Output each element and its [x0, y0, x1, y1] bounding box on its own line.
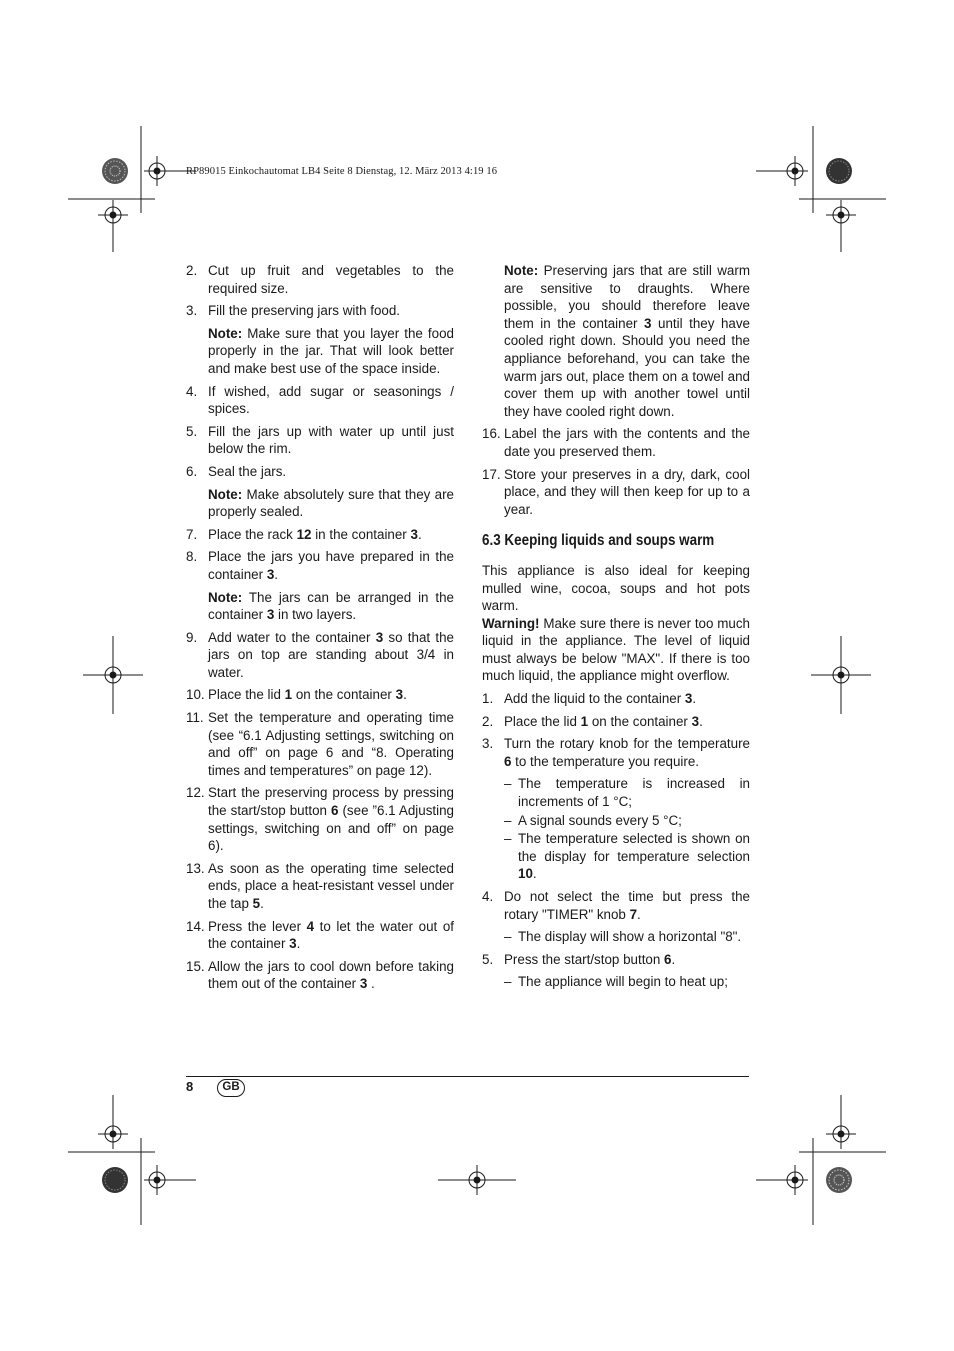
- footer-rule: [186, 1076, 749, 1077]
- note-paragraph: Note: The jars can be arranged in the container 3 in two layers.: [208, 589, 454, 623]
- left-column: [186, 262, 454, 998]
- density-wheel: [826, 158, 852, 184]
- page-number: 8: [186, 1079, 194, 1094]
- list-item: 1. Add the liquid to the container 3.: [482, 691, 697, 707]
- crosshair-target: [98, 1095, 128, 1149]
- crosshair-target: [756, 1165, 808, 1195]
- list-item: 5. Fill the jars up with water up until just below the rim.: [186, 423, 454, 457]
- crosshair-target: [144, 1165, 196, 1195]
- density-wheel: [102, 158, 128, 184]
- list-item: 12. Start the preserving process by pressing the start/stop button 6 (see ”6.1 Adjusting settings, switching on and off” on page 6).: [186, 785, 454, 854]
- section-heading: 6.3 Keeping liquids and soups warm: [482, 532, 715, 550]
- note-paragraph: Note: Make absolutely sure that they are properly sealed.: [208, 486, 454, 520]
- dash-item: – The temperature selected is shown on the display for temperature selection 10.: [504, 831, 750, 882]
- list-item: 5. Press the start/stop button 6.: [482, 951, 676, 967]
- list-item: 13. As soon as the operating time selected ends, place a heat-resistant vessel under the tap 5.: [186, 860, 454, 911]
- list-item: 17. Store your preserves in a dry, dark, cool place, and they will then keep for up to a year.: [482, 466, 750, 517]
- right-column: [482, 262, 750, 992]
- density-wheel: [826, 1167, 852, 1193]
- list-item: 16. Label the jars with the contents and the date you preserved them.: [482, 426, 750, 459]
- list-item: 8. Place the jars you have prepared in the container 3.: [186, 549, 454, 582]
- crosshair-target: [826, 1095, 856, 1149]
- dash-item: – The appliance will begin to heat up;: [504, 974, 728, 990]
- list-item: 14. Press the lever 4 to let the water out of the container 3.: [186, 918, 454, 952]
- list-item: 4. Do not select the time but press the rotary "TIMER" knob 7.: [482, 889, 750, 922]
- note-paragraph: Note: Preserving jars that are still warm are sensitive to draughts. Where possible, you should therefore leave them in the container 3 until they have cooled right down. Should you need the appliance beforehand, you can take the warm jars out, place them on a towel and cover them up with another towel until they have cooled right down.: [504, 263, 750, 419]
- warning-paragraph: Warning! Make sure there is never too much liquid in the appliance. The level of liquid must always be below "MAX". If there is too much liquid, the appliance might overflow.: [482, 615, 750, 684]
- list-item: 3. Turn the rotary knob for the temperature 6 to the temperature you require.: [482, 736, 750, 769]
- crosshair-target: [756, 156, 808, 186]
- language-badge: GB: [217, 1079, 245, 1097]
- dash-item: – The temperature is increased in increments of 1 °C;: [504, 776, 750, 810]
- crosshair-target: [98, 200, 128, 252]
- crosshair-target: [438, 1165, 516, 1195]
- list-item: 2. Place the lid 1 on the container 3.: [482, 713, 703, 729]
- list-item: 9. Add water to the container 3 so that the jars on top are standing about 3/4 in water.: [186, 629, 454, 680]
- print-slug: RP89015 Einkochautomat LB4 Seite 8 Dienstag, 12. März 2013 4:19 16: [186, 166, 498, 177]
- list-item: 2. Cut up fruit and vegetables to the required size.: [186, 263, 454, 296]
- list-item: 10. Place the lid 1 on the container 3.: [186, 687, 407, 703]
- density-wheel: [102, 1167, 128, 1193]
- list-item: 4. If wished, add sugar or seasonings / spices.: [186, 383, 454, 417]
- dash-item: – The display will show a horizontal "8".: [504, 929, 742, 945]
- list-item: 11. Set the temperature and operating time (see “6.1 Adjusting settings, switching on and off” on page 6 and “8. Operating times and temperatures” on page 12).: [186, 710, 454, 778]
- dash-item: – A signal sounds every 5 °C;: [504, 812, 682, 828]
- crosshair-target: [826, 200, 856, 252]
- note-paragraph: Note: Make sure that you layer the food properly in the jar. That will look better and make best use of the space inside.: [208, 325, 454, 376]
- intro-paragraph: This appliance is also ideal for keeping mulled wine, cocoa, soups and hot pots warm.: [482, 562, 750, 614]
- list-item: 6. Seal the jars.: [186, 463, 287, 479]
- list-item: 15. Allow the jars to cool down before taking them out of the container 3 .: [186, 958, 454, 992]
- list-item: 3. Fill the preserving jars with food.: [186, 303, 401, 319]
- list-item: 7. Place the rack 12 in the container 3.: [186, 526, 422, 542]
